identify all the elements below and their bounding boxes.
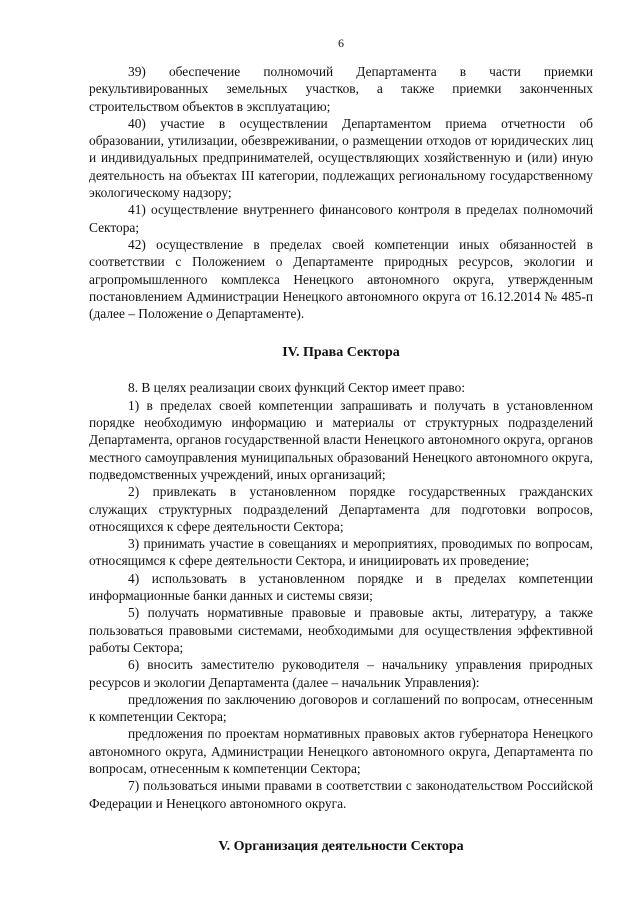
section-v-title: V. Организация деятельности Сектора <box>218 838 464 854</box>
section-iv-intro: 8. В целях реализации своих функций Сектор имеет право: <box>128 380 466 396</box>
document-page <box>89 36 593 856</box>
section-iv-item-5: 5) получать нормативные правовые и правовые акты, литературу, а также пользоваться правовыми системами, необходимыми для осуществления эффективной работы Сектора; <box>89 605 593 655</box>
paragraph-40: 40) участие в осуществлении Департаментом приема отчетности об образовании, утилизации, обезвреживании, о размещении отходов от юридических лиц и индивидуальных предпринимателей, осуществляющих хозяйственную и (или) иную деятельность на объектах III категории, подлежащих региональному государственному экологическому надзору; <box>89 115 593 201</box>
section-iv-item-3: 3) принимать участие в совещаниях и мероприятиях, проводимых по вопросам, относящимся к сфере деятельности Сектора, и инициировать их проведение; <box>89 536 593 569</box>
section-iv-item-6: 6) вносить заместителю руководителя – начальнику управления природных ресурсов и экологии Департамента (далее – начальник Управления): <box>89 657 593 690</box>
section-iv-item-7: 7) пользоваться иными правами в соответствии с законодательством Российской Федерации и Ненецкого автономного округа. <box>89 778 593 811</box>
section-iv-item-4: 4) использовать в установленном порядке и в пределах компетенции информационные банки данных и системы связи; <box>89 570 593 604</box>
section-iv-item-1: 1) в пределах своей компетенции запрашивать и получать в установленном порядке необходимую информацию и материалы от структурных подразделений Департамента, органов государственной власти Ненецкого автономного округа, органов местного самоуправления муниципальных образований Ненецкого автономного округа, подведомственных учреждений, иных организаций; <box>89 397 593 482</box>
paragraph-39: 39) обеспечение полномочий Департамента в части приемки рекультивированных земельных участков, а также приемки законченных строительством объектов в эксплуатацию; <box>89 64 593 114</box>
page-number: 6 <box>338 36 344 50</box>
paragraph-41: 41) осуществление внутреннего финансового контроля в пределах полномочий Сектора; <box>89 202 593 235</box>
section-iv-item-6-proposal-2: предложения по проектам нормативных правовых актов губернатора Ненецкого автономного округа, Администрации Ненецкого автономного округа, Департамента по вопросам, отнесенным к компетенции Сектора; <box>89 726 593 776</box>
paragraph-42: 42) осуществление в пределах своей компетенции иных обязанностей в соответствии с Положением о Департаменте природных ресурсов, экологии и агропромышленного комплекса Ненецкого автономного округа, утвержденным постановлением Администрации Ненецкого автономного округа от 16.12.2014 № 485-п (далее – Положение о Департаменте). <box>89 236 593 322</box>
section-iv-item-6-proposal-1: предложения по заключению договоров и соглашений по вопросам, отнесенным к компетенции Сектора; <box>89 691 593 725</box>
section-iv-item-2: 2) привлекать в установленном порядке государственных гражданских служащих структурных подразделений Департамента для подготовки вопросов, относящихся к сфере деятельности Сектора; <box>89 484 593 534</box>
section-iv-title: IV. Права Сектора <box>282 345 400 361</box>
